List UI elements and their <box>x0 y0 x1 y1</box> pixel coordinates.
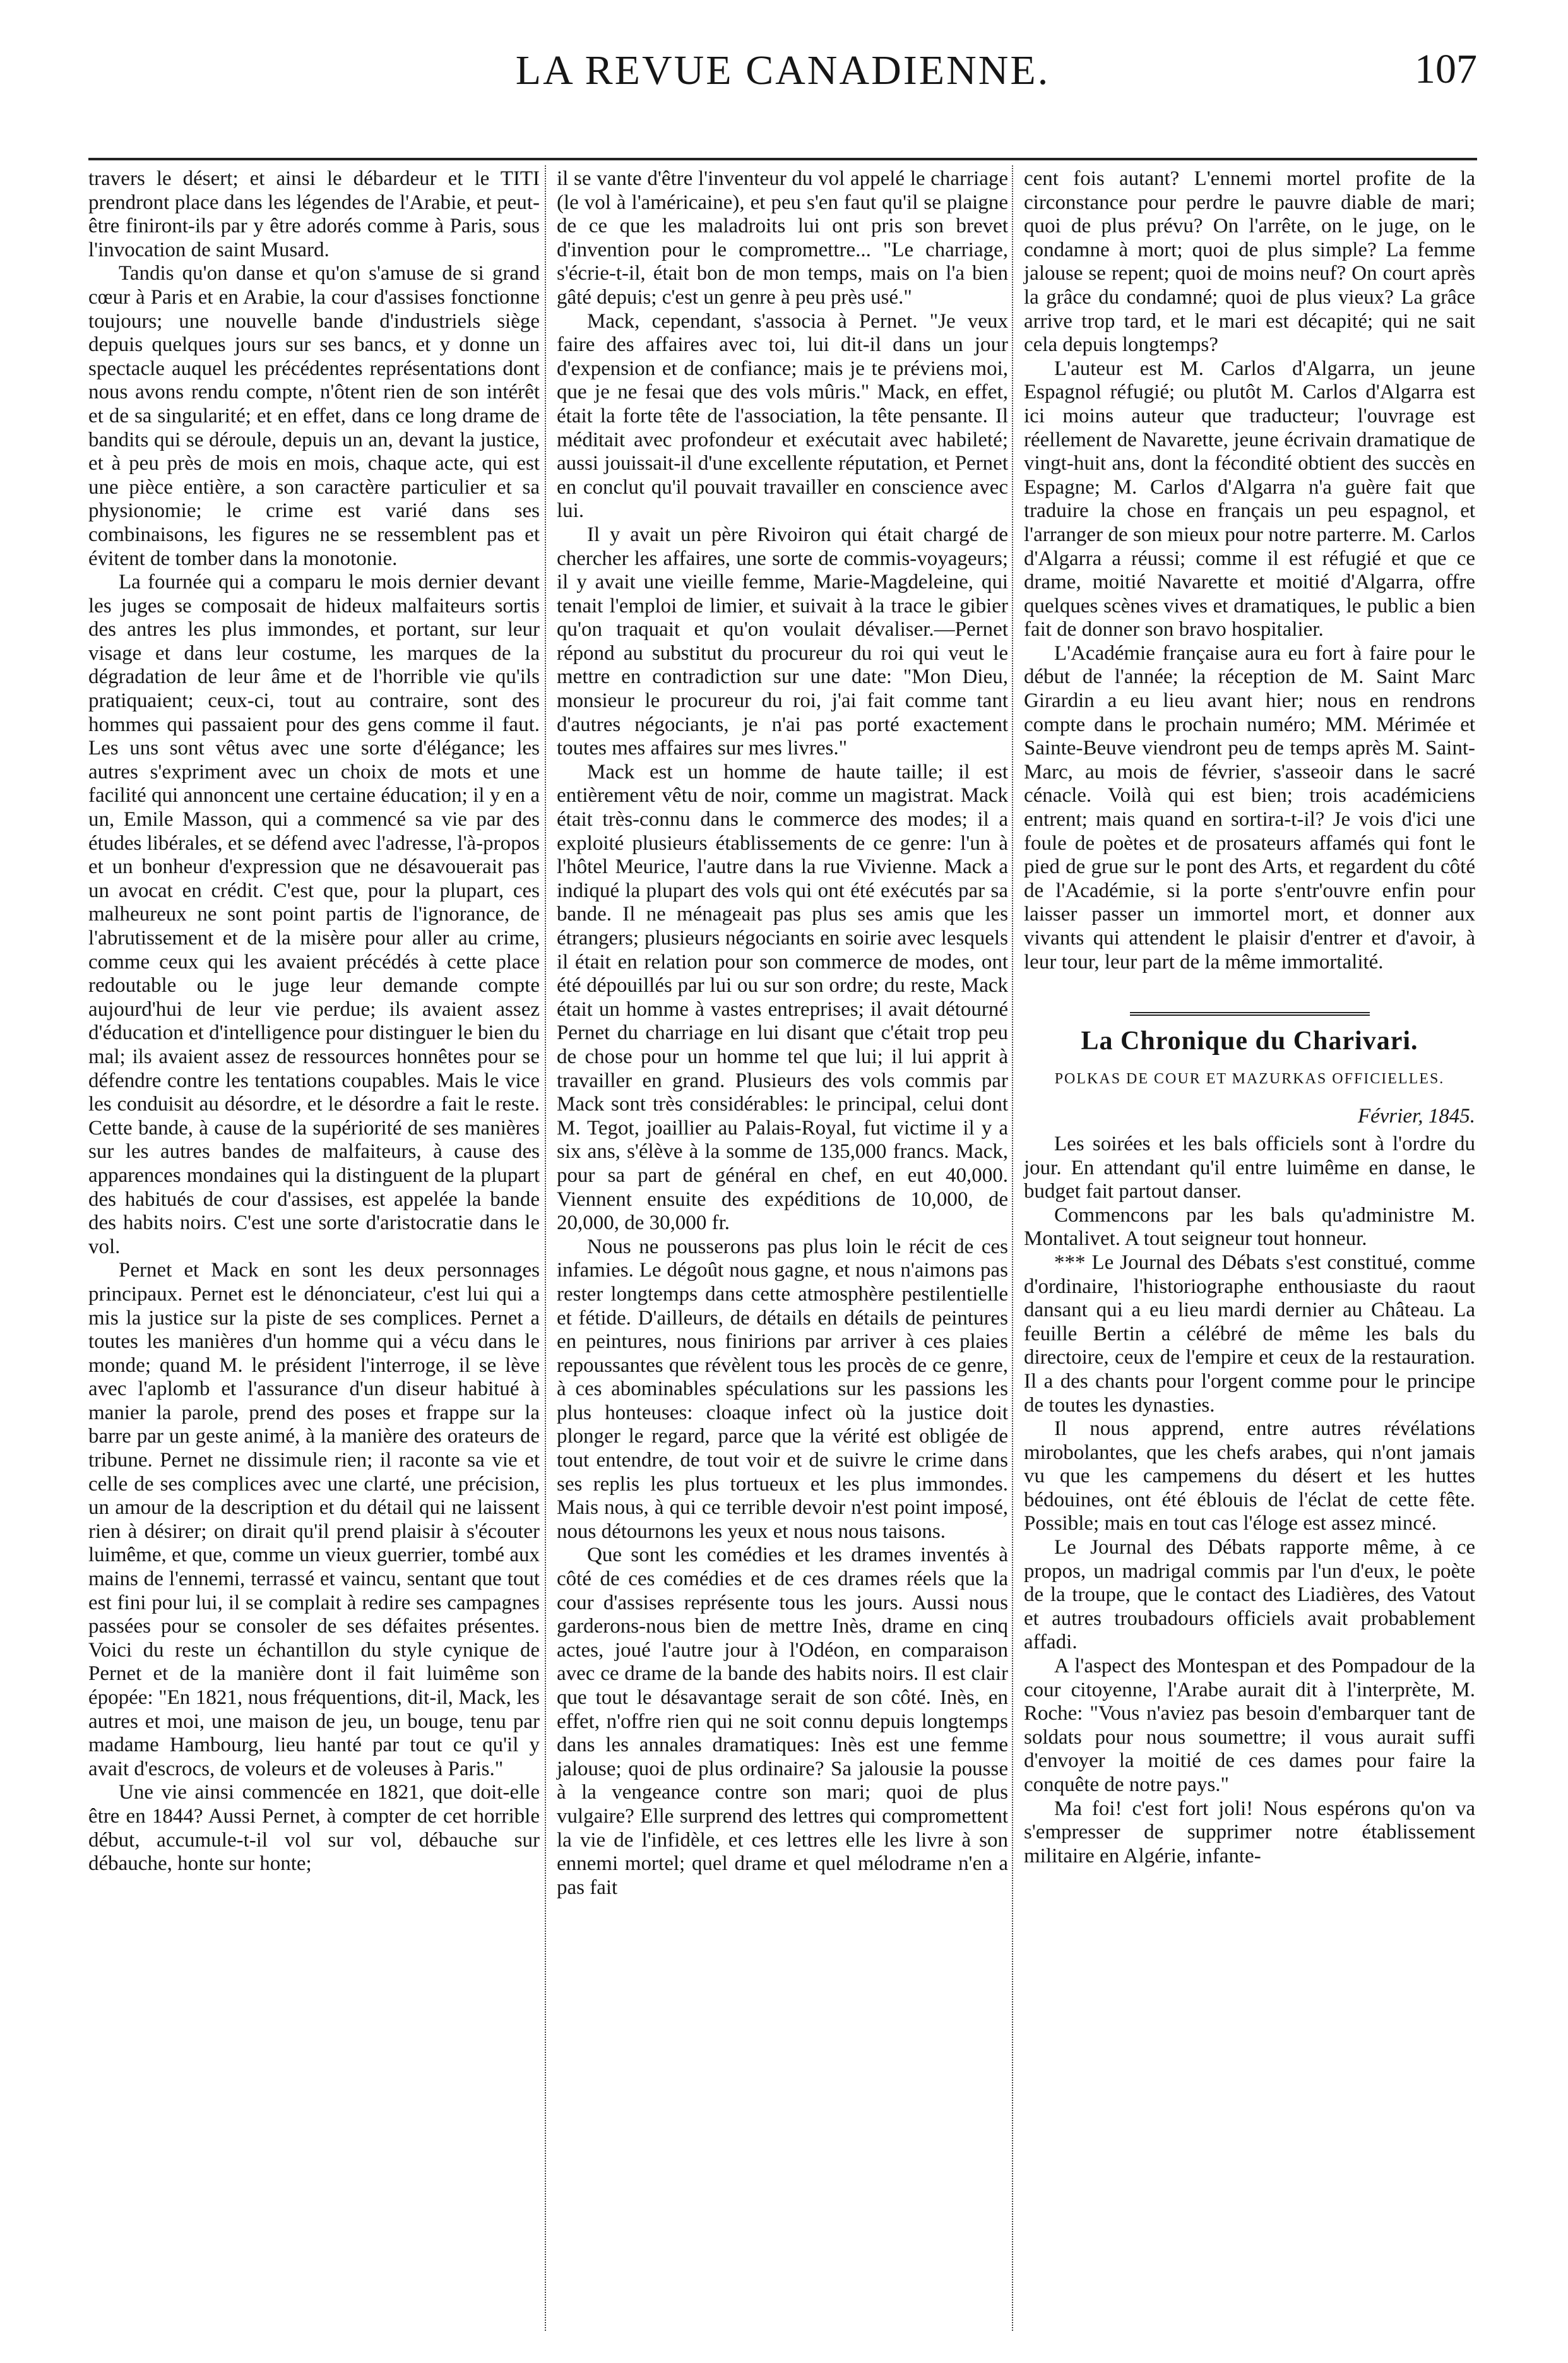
paragraph: Mack, cependant, s'associa à Pernet. "Je veux faire des affaires avec toi, lui dit-il dans un jour d'expension et de confiance; mais je te préviens moi, que je ne fesai que des vols mûris." Mack, en effet, était la forte tête de l'association, la tête pensante. Il méditait avec profondeur et exécutait avec habileté; aussi jouissait-il d'une excellente réputation, et Pernet en conclut qu'il pouvait travailler en conscience avec lui. <box>557 309 1008 523</box>
paragraph: L'auteur est M. Carlos d'Algarra, un jeune Espagnol réfugié; ou plutôt M. Carlos d'Algarra est ici moins auteur que traducteur; l'ouvrage est réellement de Navarette, jeune écrivain dramatique de vingt-huit ans, dont la fécondité obtient des succès en Espagne; M. Carlos d'Algarra n'a guère fait que traduire la chose en français un peu espagnol, et l'arranger de son mieux pour notre parterre. M. Carlos d'Algarra a réussi; comme il est réfugié et que ce drame, moitié Navarette et moitié d'Algarra, offre quelques scènes vives et dramatiques, le public a bien fait de donner son bravo hospitalier. <box>1024 357 1475 641</box>
header-rule <box>88 158 1477 160</box>
page-number: 107 <box>1415 46 1477 92</box>
column-1 <box>88 167 540 1876</box>
paragraph: il se vante d'être l'inventeur du vol appelé le charriage (le vol à l'américaine), et peu s'en faut qu'il se plaigne de ce que les maladroits lui ont pris son brevet d'invention pour le compromettre... "Le charriage, s'écrie-t-il, était bon de mon temps, mais on l'a bien gâté depuis; c'est un genre à peu près usé." <box>557 167 1008 309</box>
paragraph: Une vie ainsi commencée en 1821, que doit-elle être en 1844? Aussi Pernet, à compter de cet horrible début, accumule-t-il vol sur vol, débauche sur débauche, honte sur honte; <box>88 1781 540 1876</box>
paragraph: Les soirées et les bals officiels sont à l'ordre du jour. En attendant qu'il entre luimême en danse, le budget fait partout danser. <box>1024 1132 1475 1203</box>
column-divider <box>545 165 546 2331</box>
column-2 <box>557 167 1008 1900</box>
section-heading: La Chronique du Charivari. <box>1081 1027 1418 1056</box>
paragraph: Il y avait un père Rivoiron qui était chargé de chercher les affaires, une sorte de commis-voyageurs; il y avait une vieille femme, Marie-Magdeleine, qui tenait l'emploi de limier, et suivait à la trace le gibier qu'on traquait et qu'on voulait dévaliser.—Pernet répond au substitut du procureur du roi qui veut le mettre en contradiction sur une date: "Mon Dieu, monsieur le procureur du roi, j'ai fait comme tant d'autres négociants, je n'ai pas porté exactement toutes mes affaires sur mes livres." <box>557 523 1008 760</box>
section-subheading: POLKAS DE COUR ET MAZURKAS OFFICIELLES. <box>1054 1070 1445 1087</box>
paragraph: Que sont les comédies et les drames inventés à côté de ces comédies et de ces drames réels que la cour d'assises représente tous les jours. Aussi nous garderons-nous bien de mettre Inès, drame en cinq actes, joué l'autre jour à l'Odéon, en comparaison avec ce drame de la bande des habits noirs. Il est clair que tout le désavantage serait de son côté. Inès, en effet, n'offre rien qui ne soit connu depuis longtemps dans les annales dramatiques: Inès est une femme jalouse; quoi de plus ordinaire? Sa jalousie la pousse à la vengeance contre son mari; quoi de plus vulgaire? Elle surprend des lettres qui compromettent la vie de l'infidèle, et ces lettres elle les livre à son ennemi mortel; quel drame et quel mélodrame n'en a pas fait <box>557 1544 1008 1899</box>
paragraph: Nous ne pousserons pas plus loin le récit de ces infamies. Le dégoût nous gagne, et nous n'aimons pas rester longtemps dans cette atmosphère pestilentielle et fétide. D'ailleurs, de détails en détails de peintures en peintures, nous finirions par arriver à ces plaies repoussantes que révèlent tous les procès de ce genre, à ces abominables spéculations sur les passions les plus honteuses: cloaque infect où la justice doit plonger le regard, parce que la vérité est obligée de tout entendre, de tout voir et de suivre le crime dans ses replis les plus tortueux et les plus immondes. Mais nous, à qui ce terrible devoir n'est point imposé, nous détournons les yeux et nous nous taisons. <box>557 1235 1008 1543</box>
dateline: Février, 1845. <box>1357 1105 1475 1128</box>
paragraph: L'Académie française aura eu fort à faire pour le début de l'année; la réception de M. Saint Marc Girardin a eu lieu avant hier; nous en rendrons compte dans le prochain numéro; MM. Mérimée et Sainte-Beuve viendront peu de temps après M. Saint-Marc, au mois de février, s'asseoir dans le sacré cénacle. Voilà qui est bien; trois académiciens entrent; mais quand en sortira-t-il? Je vois d'ici une foule de poètes et de prosateurs affamés qui font le pied de grue sur le pont des Arts, et regardent du côté de l'Académie, si la porte s'entr'ouvre enfin pour laisser passer un immortel mort, et donner aux vivants qui attendent le plaisir d'entrer et d'avoir, à leur tour, leur part de la même immortalité. <box>1024 641 1475 973</box>
paragraph: Il nous apprend, entre autres révélations mirobolantes, que les chefs arabes, qui n'ont jamais vu que les campemens du désert et les huttes bédouines, ont été éblouis de l'éclat de cette fête. Possible; mais en tout cas l'éloge est assez mincé. <box>1024 1417 1475 1535</box>
paragraph: Tandis qu'on danse et qu'on s'amuse de si grand cœur à Paris et en Arabie, la cour d'assises fonctionne toujours; une nouvelle bande d'industriels siège depuis quelques jours sur ses bancs, et y donne un spectacle auquel les précédentes représentations dont nous avons rendu compte, n'ôtent rien de son intérêt et de sa singularité; et en effet, dans ce long drame de bandits qui se déroule, depuis un an, devant la justice, et à peu près de mois en mois, chaque acte, qui est une pièce entière, a son caractère particulier et sa physionomie; le crime est varié dans ses combinaisons, les figures ne se ressemblent pas et évitent de tomber dans la monotonie. <box>88 262 540 570</box>
paragraph: Ma foi! c'est fort joli! Nous espérons qu'on va s'empresser de supprimer notre établissement militaire en Algérie, infante- <box>1024 1797 1475 1867</box>
paragraph: travers le désert; et ainsi le débardeur et le TITI prendront place dans les légendes de l'Arabie, et peut-être finiront-ils par y être adorés comme à Paris, sous l'invocation de saint Musard. <box>88 167 540 261</box>
paragraph: A l'aspect des Montespan et des Pompadour de la cour citoyenne, l'Arabe aurait dit à l'interprète, M. Roche: "Vous n'aviez pas besoin d'embarquer tant de soldats pour nous soumettre; il vous aurait suffi d'envoyer la moitié de ces dames pour faire la conquête de notre pays." <box>1024 1655 1475 1796</box>
paragraph: La fournée qui a comparu le mois dernier devant les juges se composait de hideux malfaiteurs sortis des antres les plus immondes, et portant, sur leur visage et dans leur costume, les marques de la dégradation de leur âme et de l'horrible vie qu'ils pratiquaient; ceux-ci, tout au contraire, sont des hommes qui passaient pour des gens comme il faut. Les uns sont vêtus avec une sorte d'élégance; les autres s'expriment avec un choix de mots et une facilité qui annoncent une certaine éducation; il y en a un, Emile Masson, qui a commencé sa vie par des études libérales, et se défend avec l'adresse, l'à-propos et un bonheur d'expression que ne désavouerait pas un avocat en crédit. C'est que, pour la plupart, ces malheureux ne sont point partis de l'ignorance, de l'abrutissement et de la misère pour aller au crime, comme ceux qui les avaient précédés à cette place redoutable ou le juge leur demande compte aujourd'hui de leur vie perdue; ils avaient assez d'éducation et d'intelligence pour distinguer le bien du mal; ils avaient assez de ressources honnêtes pour se défendre contre les tentations coupables. Mais le vice les conduisit au désordre, et le désordre a fait le reste. Cette bande, à cause de la supériorité de ses manières sur les autres bandes de malfaiteurs, à cause des apparences mondaines qui la distinguent de la plupart des habitués de cour d'assises, est appelée la bande des habits noirs. C'est une sorte d'aristocratie dans le vol. <box>88 571 540 1258</box>
column-divider <box>1012 165 1013 2331</box>
page-header <box>88 39 1477 109</box>
paragraph: Commencons par les bals qu'administre M. Montalivet. A tout seigneur tout honneur. <box>1024 1203 1475 1251</box>
paragraph: Le Journal des Débats rapporte même, à ce propos, un madrigal commis par l'un d'eux, le poète de la troupe, que le contact des Liadières, des Vatout et autres troubadours officiels avait probablement affadi. <box>1024 1536 1475 1654</box>
column-3 <box>1024 167 1475 1868</box>
paragraph: Pernet et Mack en sont les deux personnages principaux. Pernet est le dénonciateur, c'est lui qui a mis la justice sur la piste de ses complices. Pernet a toutes les manières d'un homme qui a vécu dans le monde; quand M. le président l'interroge, il se lève avec l'aplomb et l'assurance d'un diseur habitué à manier la parole, prend des poses et frappe sur la barre par un geste animé, à la manière des orateurs de tribune. Pernet ne dissimule rien; il raconte sa vie et celle de ses complices avec une clarté, une précision, un amour de la description et du détail qui ne laissent rien à désirer; on dirait qu'il prend plaisir à s'écouter luimême, et que, comme un vieux guerrier, tombé aux mains de l'ennemi, terrassé et vaincu, sentant que tout est fini pour lui, il se complait à redire ses campagnes passées pour se consoler de ses défaites présentes. Voici du reste un échantillon du style cynique de Pernet et de la manière dont il fait luimême son épopée: "En 1821, nous fréquentions, dit-il, Mack, les autres et moi, une maison de jeu, un bouge, tenu par madame Hambourg, lieu hanté par tout ce qu'il y avait d'escrocs, de voleurs et de voleuses à Paris." <box>88 1259 540 1780</box>
paragraph: Mack est un homme de haute taille; il est entièrement vêtu de noir, comme un magistrat. Mack était très-connu dans le commerce des modes; il a exploité plusieurs établissements de ce genre: l'un à l'hôtel Meurice, l'autre dans la rue Vivienne. Mack a indiqué la plupart des vols qui ont été exécutés par sa bande. Il ne ménageait pas plus ses amis que les étrangers; plusieurs négociants en soirie avec lesquels il était en relation pour son commerce de modes, ont été dépouillés par lui ou sur son ordre; du reste, Mack était un homme à vastes entreprises; il avait détourné Pernet du charriage en lui disant que c'était trop peu de chose pour un homme tel que lui; il lui apprit à travailler en grand. Plusieurs des vols commis par Mack sont très considérables: le principal, celui dont M. Tegot, joaillier au Palais-Royal, fut victime il y a six ans, s'élève à la somme de 135,000 francs. Mack, pour sa part de général en chef, en eut 40,000. Viennent ensuite des expéditions de 10,000, de 20,000, de 30,000 fr. <box>557 760 1008 1235</box>
paragraph: cent fois autant? L'ennemi mortel profite de la circonstance pour perdre le pauvre diable de mari; quoi de plus prévu? On l'arrête, on le juge, on le condamne à mort; quoi de plus simple? La femme jalouse se repent; quoi de moins neuf? On court après la grâce du condamné; quoi de plus vieux? La grâce arrive trop tard, et le mari est décapité; qui ne sait cela depuis longtemps? <box>1024 167 1475 357</box>
section-separator <box>1130 1012 1370 1018</box>
journal-title: LA REVUE CANADIENNE. <box>515 47 1050 93</box>
paragraph: *** Le Journal des Débats s'est constitué, comme d'ordinaire, l'historiographe enthousiaste du raout dansant qui a eu lieu mardi dernier au Château. La feuille Bertin a célébré de même les bals du directoire, ceux de l'empire et ceux de la restauration. Il a des chants pour l'orgent comme pour le principe de toutes les dynasties. <box>1024 1251 1475 1417</box>
